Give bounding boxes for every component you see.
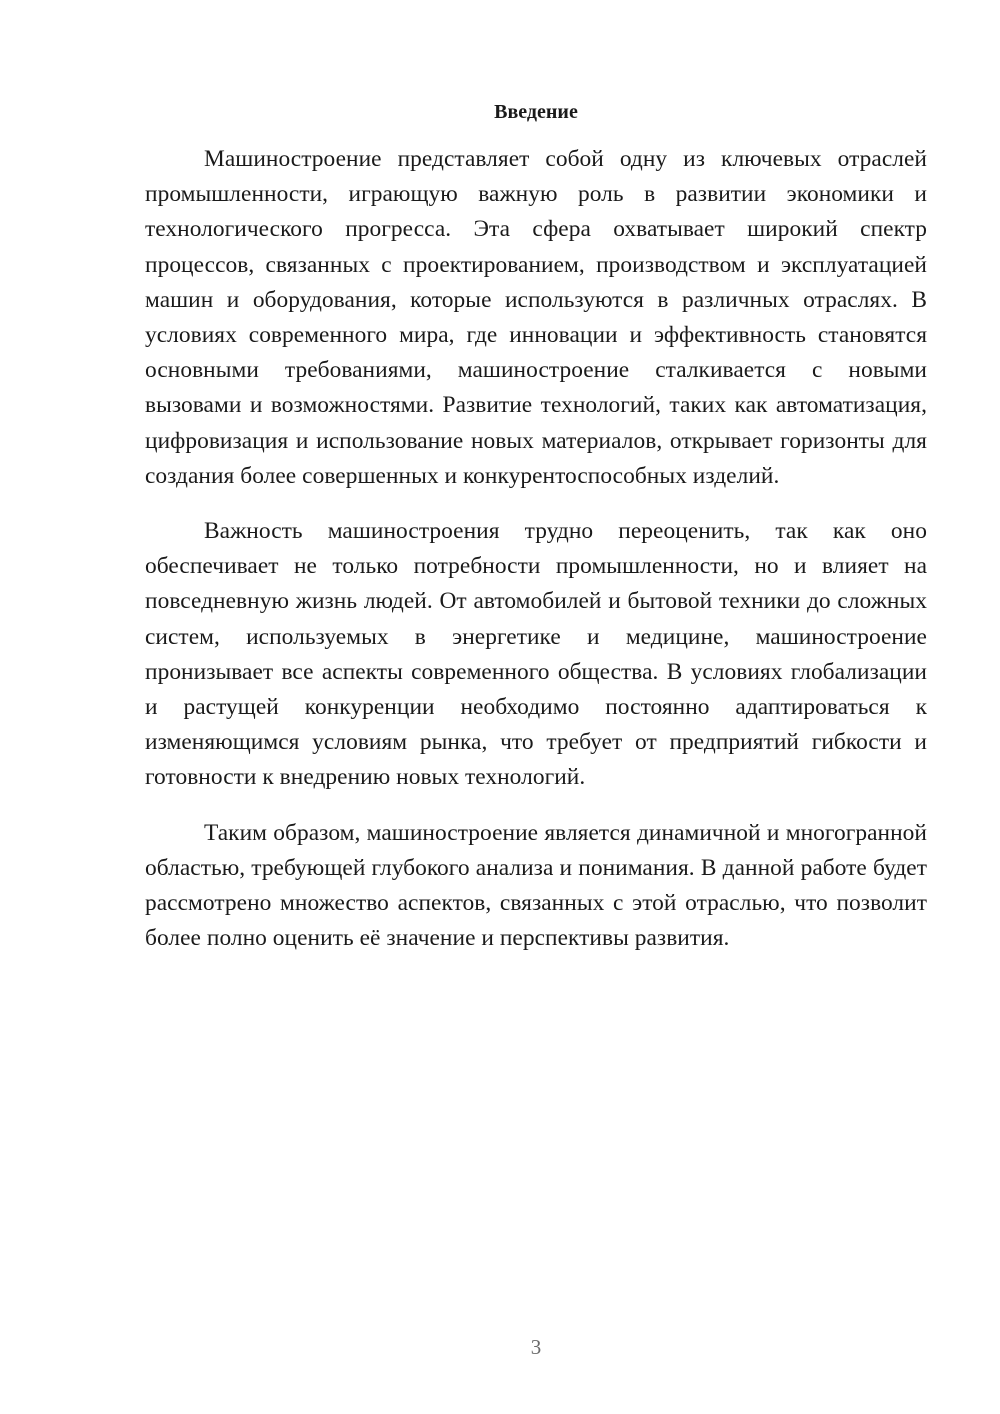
paragraph: Таким образом, машиностроение является динамичной и многогранной областью, требующей глубокого анализа и понимания. В данной работе будет рассмотрено множество аспектов, связанных с этой отраслью, что позволит более полно оценить её значение и перспективы развития. xyxy=(145,819,927,952)
page-number: 3 xyxy=(530,1335,542,1359)
section-heading: Введение xyxy=(494,101,578,123)
body-text xyxy=(145,142,927,976)
paragraph: Важность машиностроения трудно переоценить, так как оно обеспечивает не только потребности промышленности, но и влияет на повседневную жизнь людей. От автомобилей и бытовой техники до сложных систем, используемых в энергетике и медицине, машиностроение пронизывает все аспекты современного общества. В условиях глобализации и растущей конкуренции необходимо постоянно адаптироваться к изменяющимся условиям рынка, что требует от предприятий гибкости и готовности к внедрению новых технологий. xyxy=(145,518,927,791)
paragraph: Машиностроение представляет собой одну из ключевых отраслей промышленности, играющую важную роль в развитии экономики и технологического прогресса. Эта сфера охватывает широкий спектр процессов, связанных с проектированием, производством и эксплуатацией машин и оборудования, которые используются в различных отраслях. В условиях современного мира, где инновации и эффективность становятся основными требованиями, машиностроение сталкивается с новыми вызовами и возможностями. Развитие технологий, таких как автоматизация, цифровизация и использование новых материалов, открывает горизонты для создания более совершенных и конкурентоспособных изделий. xyxy=(145,146,927,489)
